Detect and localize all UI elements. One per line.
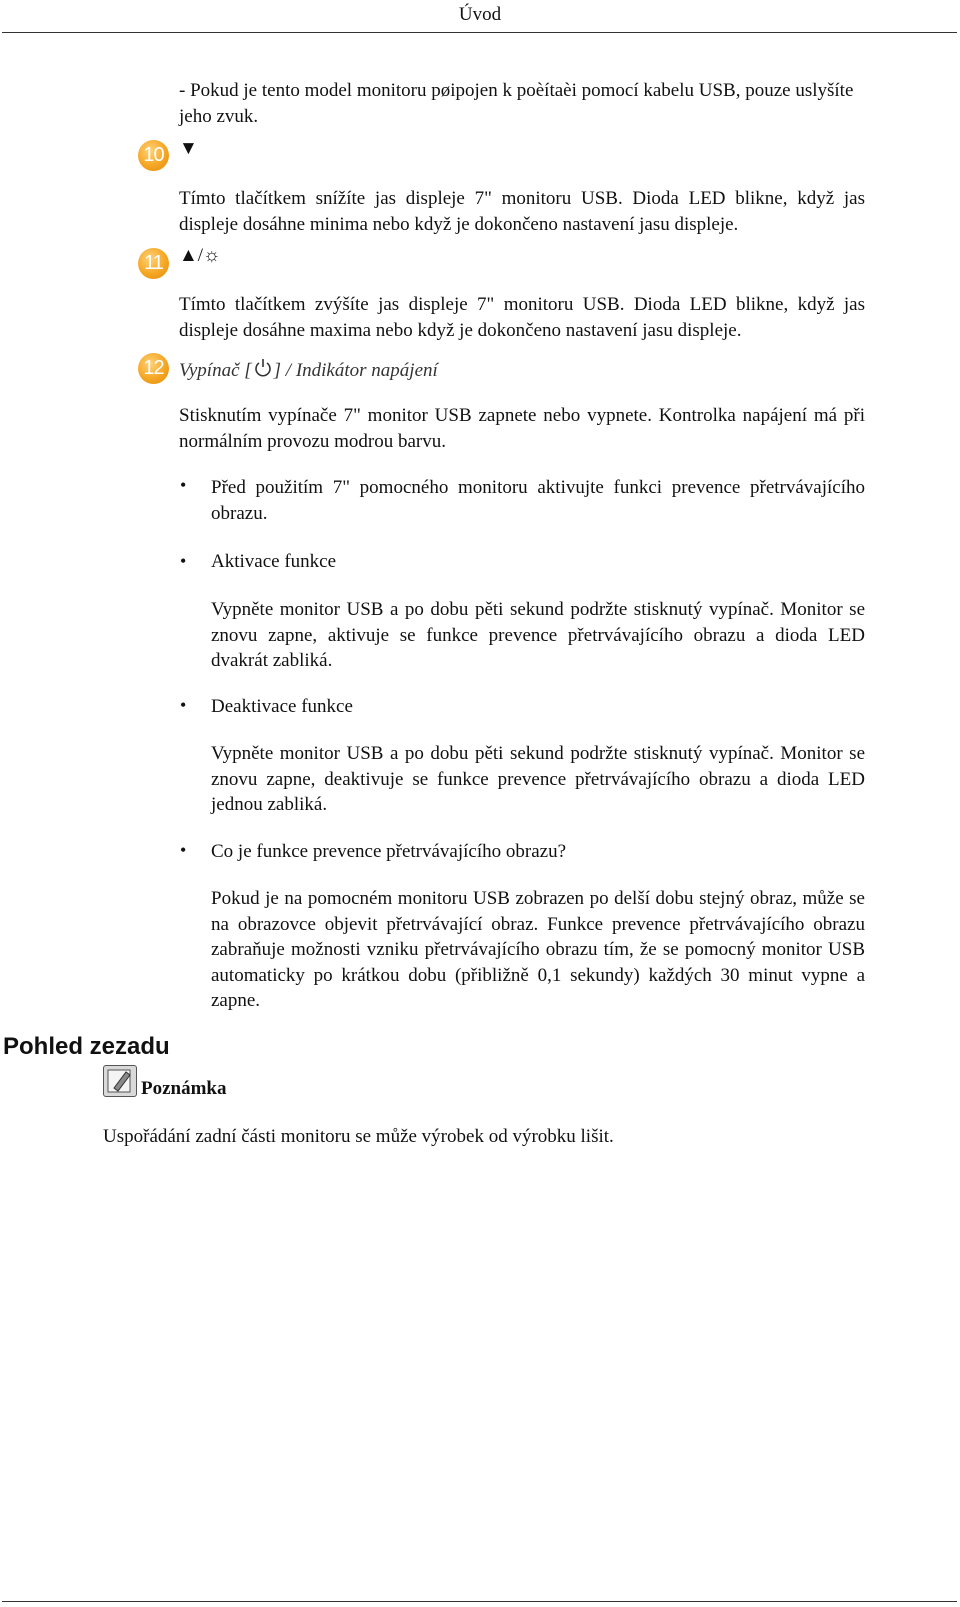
note-icon	[103, 1065, 137, 1097]
bullet-3-body: Vypněte monitor USB a po dobu pěti sekund podržte stisknutý vypínač. Monitor se znovu zapne, deaktivuje se funkce prevence přetrvávajícího obrazu a dioda LED jednou zabliká.	[211, 743, 865, 815]
bullet-3-text: Deaktivace funkce	[211, 696, 353, 717]
note-text: Uspořádání zadní části monitoru se může výrobek od výrobku lišit.	[103, 1126, 614, 1147]
item-10-description: Tímto tlačítkem snížíte jas displeje 7" monitoru USB. Dioda LED blikne, když jas displeje dosáhne minima nebo když je dokončeno nastavení jasu displeje.	[179, 188, 865, 235]
bullet-marker: •	[180, 475, 187, 495]
item-11-description: Tímto tlačítkem zvýšíte jas displeje 7" monitoru USB. Dioda LED blikne, když jas displeje dosáhne maxima nebo když je dokončeno nastavení jasu displeje.	[179, 294, 865, 341]
bullet-marker: •	[180, 695, 187, 715]
item-12-heading-prefix: Vypínač [	[179, 360, 252, 381]
note-label: Poznámka	[141, 1078, 227, 1099]
item-12-description: Stisknutím vypínače 7" monitor USB zapnete nebo vypnete. Kontrolka napájení má při normálním provozu modrou barvu.	[179, 405, 865, 452]
item-10-symbol: ▼	[179, 138, 198, 159]
bullet-4-text: Co je funkce prevence přetrvávajícího obrazu?	[211, 841, 567, 862]
bullet-4-body: Pokud je na pomocném monitoru USB zobrazen po delší dobu stejný obraz, může se na obrazovce objevit přetrvávající obraz. Funkce prevence přetrvávajícího obrazu zabraňuje možnosti vzniku přetrvávajícího obrazu tím, že se pomocný monitor USB automaticky po krátkou dobu (přibližně 0,1 sekundy) každých 30 minut vypne a zapne.	[211, 888, 865, 1011]
intro-text: - Pokud je tento model monitoru pøipojen k poèítaèi pomocí kabelu USB, pouze uslyšíte jeho zvuk.	[179, 80, 854, 127]
section-title: Pohled zezadu	[3, 1033, 170, 1060]
bullet-marker: •	[180, 840, 187, 860]
item-11-symbol: ▲/☼	[179, 245, 221, 266]
footer-rule	[2, 1601, 957, 1602]
page-header-title: Úvod	[458, 4, 502, 25]
item-10-badge: 10	[138, 140, 169, 171]
item-12-heading-suffix: ] / Indikátor napájení	[273, 360, 438, 381]
item-12-heading	[179, 358, 438, 384]
bullet-2-body: Vypněte monitor USB a po dobu pěti sekund podržte stisknutý vypínač. Monitor se znovu zapne, aktivuje se funkce prevence přetrvávajícího obrazu a dioda LED dvakrát zabliká.	[211, 599, 865, 671]
bullet-marker: •	[180, 551, 187, 571]
power-icon	[254, 358, 272, 384]
bullet-1-text: Před použitím 7" pomocného monitoru aktivujte funkci prevence přetrvávajícího obrazu.	[211, 477, 865, 524]
item-12-badge: 12	[138, 353, 169, 384]
bullet-2-text: Aktivace funkce	[211, 551, 337, 572]
item-11-badge: 11	[138, 248, 169, 279]
header-rule	[2, 32, 957, 33]
